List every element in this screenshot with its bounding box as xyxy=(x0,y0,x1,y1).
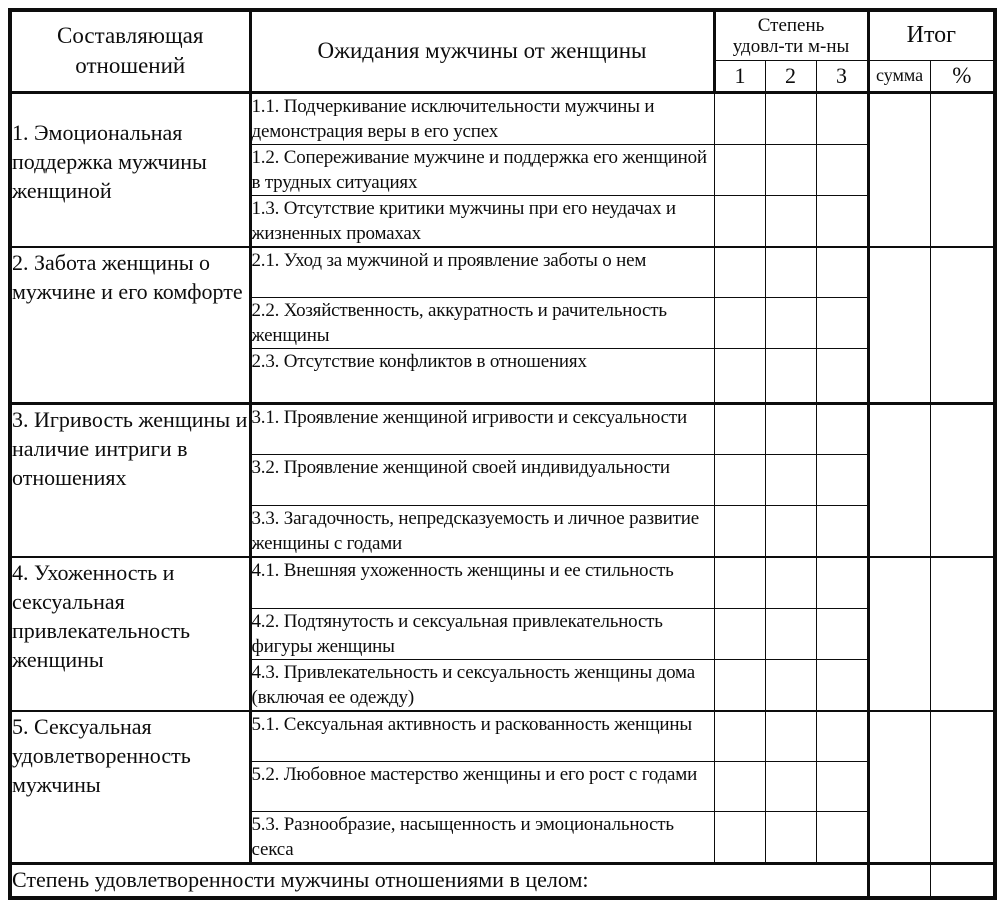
header-degree-2: 2 xyxy=(765,60,816,92)
score-cell[interactable] xyxy=(816,349,868,404)
header-percent: % xyxy=(930,60,995,92)
score-cell[interactable] xyxy=(714,506,765,558)
percent-cell[interactable] xyxy=(930,557,995,711)
header-component-column: Составляющая отношений xyxy=(10,10,250,92)
percent-cell[interactable] xyxy=(930,711,995,864)
expectation-item: 1.2. Сопереживание мужчине и поддержка его женщиной в трудных ситуациях xyxy=(250,144,714,195)
expectation-item: 5.2. Любовное мастерство женщины и его рост с годами xyxy=(250,762,714,812)
header-expectations-column: Ожидания мужчины от женщины xyxy=(250,10,714,92)
score-cell[interactable] xyxy=(765,455,816,506)
score-cell[interactable] xyxy=(765,608,816,659)
footer-label: Степень удовлетворенности мужчины отношениями в целом: xyxy=(10,864,868,898)
score-cell[interactable] xyxy=(816,247,868,298)
score-cell[interactable] xyxy=(714,92,765,144)
header-sum: сумма xyxy=(868,60,930,92)
group-label-2: 2. Забота женщины о мужчине и его комфорте xyxy=(10,247,250,404)
total-row xyxy=(10,864,995,898)
footer-percent-cell[interactable] xyxy=(930,864,995,898)
score-cell[interactable] xyxy=(816,608,868,659)
score-cell[interactable] xyxy=(816,659,868,711)
questionnaire-table-sheet xyxy=(8,8,997,900)
score-cell[interactable] xyxy=(765,506,816,558)
score-cell[interactable] xyxy=(765,812,816,864)
score-cell[interactable] xyxy=(816,195,868,247)
score-cell[interactable] xyxy=(765,298,816,349)
expectations-table xyxy=(8,8,997,900)
score-cell[interactable] xyxy=(765,404,816,455)
score-cell[interactable] xyxy=(816,404,868,455)
footer-sum-cell[interactable] xyxy=(868,864,930,898)
score-cell[interactable] xyxy=(816,557,868,608)
expectation-item: 2.1. Уход за мужчиной и проявление заботы о нем xyxy=(250,247,714,298)
score-cell[interactable] xyxy=(816,455,868,506)
score-cell[interactable] xyxy=(714,659,765,711)
expectation-item: 2.3. Отсутствие конфликтов в отношениях xyxy=(250,349,714,404)
score-cell[interactable] xyxy=(765,144,816,195)
expectation-item: 4.1. Внешняя ухоженность женщины и ее стильность xyxy=(250,557,714,608)
expectation-row xyxy=(10,711,995,762)
score-cell[interactable] xyxy=(714,557,765,608)
expectation-item: 5.1. Сексуальная активность и раскованность женщины xyxy=(250,711,714,762)
percent-cell[interactable] xyxy=(930,92,995,247)
header-degree-column xyxy=(714,10,868,60)
score-cell[interactable] xyxy=(714,762,765,812)
score-cell[interactable] xyxy=(714,711,765,762)
percent-cell[interactable] xyxy=(930,404,995,558)
group-label-3: 3. Игривость женщины и наличие интриги в отношениях xyxy=(10,404,250,558)
score-cell[interactable] xyxy=(816,92,868,144)
score-cell[interactable] xyxy=(765,659,816,711)
header-total-column: Итог xyxy=(868,10,995,60)
score-cell[interactable] xyxy=(816,762,868,812)
header-degree-line1: Степень xyxy=(757,14,825,36)
expectation-row xyxy=(10,247,995,298)
header-degree-1: 1 xyxy=(714,60,765,92)
score-cell[interactable] xyxy=(816,812,868,864)
score-cell[interactable] xyxy=(714,608,765,659)
score-cell[interactable] xyxy=(714,812,765,864)
header-degree-line2: удовл-ти м-ны xyxy=(732,35,850,57)
score-cell[interactable] xyxy=(765,247,816,298)
score-cell[interactable] xyxy=(765,762,816,812)
score-cell[interactable] xyxy=(816,298,868,349)
score-cell[interactable] xyxy=(714,349,765,404)
expectation-item: 1.1. Подчеркивание исключительности мужчины и демонстрация веры в его успех xyxy=(250,92,714,144)
score-cell[interactable] xyxy=(765,92,816,144)
sum-cell[interactable] xyxy=(868,557,930,711)
expectation-row xyxy=(10,92,995,144)
score-cell[interactable] xyxy=(714,195,765,247)
group-label-4: 4. Ухоженность и сексуальная привлекательность женщины xyxy=(10,557,250,711)
expectation-item: 1.3. Отсутствие критики мужчины при его неудачах и жизненных промахах xyxy=(250,195,714,247)
expectation-item: 3.3. Загадочность, непредсказуемость и личное развитие женщины с годами xyxy=(250,506,714,558)
expectation-item: 4.2. Подтянутость и сексуальная привлекательность фигуры женщины xyxy=(250,608,714,659)
expectation-item: 3.1. Проявление женщиной игривости и сексуальности xyxy=(250,404,714,455)
score-cell[interactable] xyxy=(765,711,816,762)
expectation-row xyxy=(10,404,995,455)
score-cell[interactable] xyxy=(765,349,816,404)
sum-cell[interactable] xyxy=(868,92,930,247)
score-cell[interactable] xyxy=(714,247,765,298)
score-cell[interactable] xyxy=(765,195,816,247)
score-cell[interactable] xyxy=(816,506,868,558)
header-degree-3: 3 xyxy=(816,60,868,92)
score-cell[interactable] xyxy=(816,711,868,762)
sum-cell[interactable] xyxy=(868,711,930,864)
score-cell[interactable] xyxy=(714,455,765,506)
expectation-item: 4.3. Привлекательность и сексуальность женщины дома (включая ее одежду) xyxy=(250,659,714,711)
expectation-row xyxy=(10,557,995,608)
expectation-item: 2.2. Хозяйственность, аккуратность и рачительность женщины xyxy=(250,298,714,349)
score-cell[interactable] xyxy=(714,298,765,349)
group-label-5: 5. Сексуальная удовлетворенность мужчины xyxy=(10,711,250,864)
sum-cell[interactable] xyxy=(868,247,930,404)
score-cell[interactable] xyxy=(765,557,816,608)
percent-cell[interactable] xyxy=(930,247,995,404)
expectation-item: 3.2. Проявление женщиной своей индивидуальности xyxy=(250,455,714,506)
score-cell[interactable] xyxy=(816,144,868,195)
score-cell[interactable] xyxy=(714,144,765,195)
group-label-1: 1. Эмоциональная поддержка мужчины женщиной xyxy=(10,92,250,247)
sum-cell[interactable] xyxy=(868,404,930,558)
expectation-item: 5.3. Разнообразие, насыщенность и эмоциональность секса xyxy=(250,812,714,864)
score-cell[interactable] xyxy=(714,404,765,455)
